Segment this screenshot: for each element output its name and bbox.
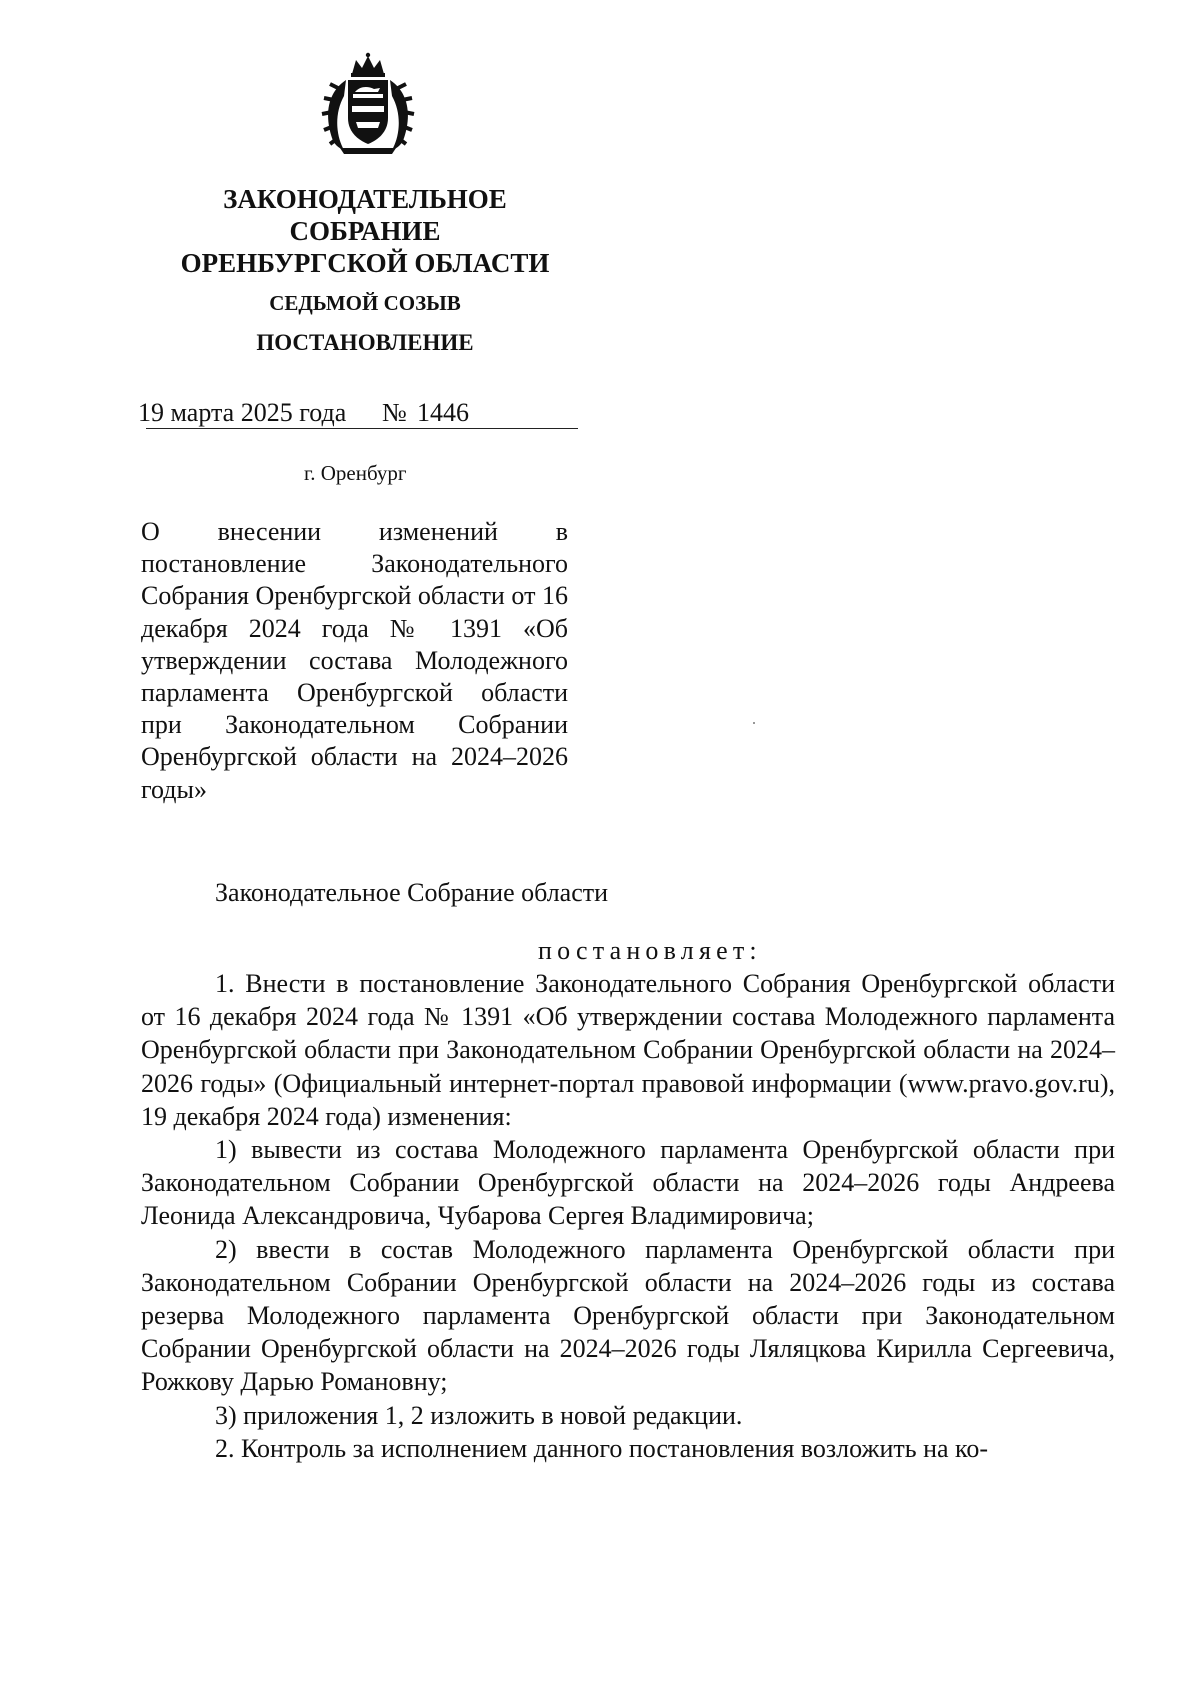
scan-speck: [753, 722, 755, 724]
document-title: О внесении изменений в постановление Законодательного Собрания Оренбургской области от 16 декабря 2024 года № 1391 «Об утверждении состава Молодежного парламента Оренбургской области при Законодательном Собрании Оренбургской области на 2024–2026 годы»: [141, 517, 568, 804]
city-label: г. Оренбург: [304, 461, 407, 485]
document-date: 19 марта 2025 года: [138, 398, 347, 427]
paragraph: 2. Контроль за исполнением данного постановления возложить на ко-: [215, 1433, 989, 1463]
document-number: 1446: [417, 398, 469, 427]
number-underline: [424, 428, 578, 429]
enactment-verb: постановляет:: [538, 936, 762, 965]
document-body: [141, 967, 1115, 1465]
document-type: ПОСТАНОВЛЕНИЕ: [256, 330, 474, 355]
number-sign: №: [382, 398, 407, 427]
organization-name-text: ЗАКОНОДАТЕЛЬНОЕ СОБРАНИЕ ОРЕНБУРГСКОЙ ОБЛАСТИ: [180, 184, 550, 278]
enactment-subject: Законодательное Собрание области: [215, 878, 609, 907]
paragraph: 3) приложения 1, 2 изложить в новой редакции.: [215, 1400, 743, 1430]
paragraph: 1) вывести из состава Молодежного парламента Оренбургской области при Законодательном Собрании Оренбургской области на 2024–2026 годы Андреева Леонида Александровича, Чубарова Сергея Владимировича;: [141, 1135, 1115, 1231]
coat-of-arms-icon: [318, 52, 418, 155]
paragraph: 1. Внести в постановление Законодательного Собрания Оренбургской области от 16 декабря 2024 года № 1391 «Об утверждении состава Молодежного парламента Оренбургской области при Законодательном Собрании Оренбургской области на 2024–2026 годы» (Официальный интернет-портал правовой информации (www.pravo.gov.ru), 19 декабря 2024 года) изменения:: [141, 969, 1115, 1131]
convocation-label: СЕДЬМОЙ СОЗЫВ: [269, 291, 461, 315]
date-number-row: [138, 398, 578, 430]
organization-name: [140, 183, 590, 279]
paragraph: 2) ввести в состав Молодежного парламента Оренбургской области при Законодательном Собрании Оренбургской области на 2024–2026 годы из состава резерва Молодежного парламента Оренбургской области при Законодательном Собрании Оренбургской области на 2024–2026 годы Ляляцкова Кирилла Сергеевича, Рожкову Дарью Романовну;: [141, 1234, 1115, 1397]
